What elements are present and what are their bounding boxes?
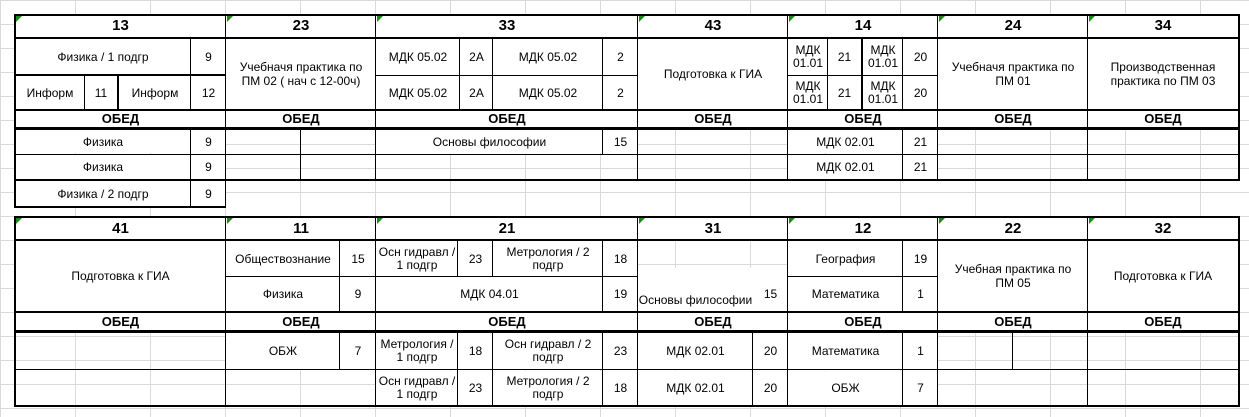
lesson-cell[interactable]: Физика / 2 подгр xyxy=(15,181,191,206)
lesson-cell[interactable]: Подготовка к ГИА xyxy=(1088,241,1238,311)
group-header[interactable]: 11 xyxy=(226,218,376,239)
group-header[interactable]: 41 xyxy=(15,218,226,239)
room-cell[interactable]: 18 xyxy=(603,371,638,405)
lunch-cell[interactable]: ОБЕД xyxy=(1088,110,1238,127)
lesson-cell[interactable]: Физика xyxy=(15,155,191,179)
room-cell[interactable]: 15 xyxy=(340,241,376,276)
room-cell[interactable]: 23 xyxy=(458,371,493,405)
room-cell[interactable]: 18 xyxy=(458,333,493,369)
room-cell[interactable]: 15 xyxy=(603,130,638,153)
group-header[interactable]: 31 xyxy=(638,218,788,239)
room-cell[interactable]: 9 xyxy=(340,277,376,311)
group-header[interactable]: 14 xyxy=(788,15,938,37)
lesson-cell[interactable]: МДК 02.01 xyxy=(788,155,903,179)
lesson-cell[interactable]: Физика xyxy=(226,277,340,311)
room-cell[interactable]: 21 xyxy=(828,76,861,109)
practice-cell[interactable]: Учебначя практика по ПМ 01 xyxy=(938,39,1088,109)
room-cell[interactable]: 1 xyxy=(903,333,938,369)
room-cell[interactable]: 2 xyxy=(603,39,638,75)
room-cell[interactable]: 2А xyxy=(460,39,493,75)
group-header[interactable]: 32 xyxy=(1088,218,1238,239)
room-cell[interactable]: 21 xyxy=(903,155,938,179)
lunch-cell[interactable]: ОБЕД xyxy=(15,110,226,127)
lesson-cell[interactable]: Основы философии xyxy=(638,268,753,311)
lesson-cell[interactable]: МДК 01.01 xyxy=(788,39,828,75)
lesson-cell[interactable]: Метрология / 2 подгр xyxy=(493,371,603,405)
group-header[interactable]: 33 xyxy=(376,15,638,37)
group-header[interactable]: 24 xyxy=(938,15,1088,37)
lesson-cell[interactable]: МДК 05.02 xyxy=(493,76,603,109)
lesson-cell[interactable]: МДК 05.02 xyxy=(376,76,460,109)
lesson-cell[interactable]: МДК 01.01 xyxy=(788,76,828,109)
practice-cell[interactable]: Производственная практика по ПМ 03 xyxy=(1088,39,1238,109)
lunch-cell[interactable]: ОБЕД xyxy=(938,313,1088,330)
lesson-cell[interactable]: Математика xyxy=(788,333,903,369)
room-cell[interactable]: 19 xyxy=(603,277,638,311)
group-header[interactable]: 21 xyxy=(376,218,638,239)
room-cell[interactable]: 19 xyxy=(903,241,938,276)
room-cell[interactable]: 2 xyxy=(603,76,638,109)
lesson-cell[interactable]: География xyxy=(788,241,903,276)
lunch-cell[interactable]: ОБЕД xyxy=(638,110,788,127)
lesson-cell[interactable]: Осн гидравл / 1 подгр xyxy=(376,241,458,276)
room-cell[interactable]: 20 xyxy=(903,76,938,109)
lesson-cell[interactable]: Информ xyxy=(15,76,85,109)
room-cell[interactable]: 7 xyxy=(340,333,376,369)
room-cell[interactable]: 9 xyxy=(191,181,226,206)
room-cell[interactable]: 9 xyxy=(191,130,226,153)
lesson-cell[interactable]: Математика xyxy=(788,277,903,311)
room-cell[interactable]: 20 xyxy=(753,371,788,405)
lunch-cell[interactable]: ОБЕД xyxy=(638,313,788,330)
room-cell[interactable]: 9 xyxy=(191,155,226,179)
room-cell[interactable]: 23 xyxy=(458,241,493,276)
room-cell[interactable]: 12 xyxy=(191,76,226,109)
lesson-cell[interactable]: Физика / 1 подгр xyxy=(15,39,191,74)
lesson-cell[interactable]: ОБЖ xyxy=(226,333,340,369)
lesson-cell[interactable]: МДК 01.01 xyxy=(863,39,903,75)
lunch-cell[interactable]: ОБЕД xyxy=(226,313,376,330)
room-cell[interactable]: 20 xyxy=(903,39,938,75)
lunch-cell[interactable]: ОБЕД xyxy=(788,110,938,127)
lesson-cell[interactable]: МДК 02.01 xyxy=(638,371,753,405)
room-cell[interactable]: 23 xyxy=(603,333,638,369)
lunch-cell[interactable]: ОБЕД xyxy=(226,110,376,127)
group-header[interactable]: 13 xyxy=(15,15,226,37)
lunch-cell[interactable]: ОБЕД xyxy=(376,313,638,330)
lunch-cell[interactable]: ОБЕД xyxy=(938,110,1088,127)
lesson-cell[interactable]: МДК 01.01 xyxy=(863,76,903,109)
practice-cell[interactable]: Учебная практика по ПМ 05 xyxy=(938,241,1088,311)
group-header[interactable]: 34 xyxy=(1088,15,1238,37)
room-cell[interactable]: 21 xyxy=(828,39,861,75)
lesson-cell[interactable]: Осн гидравл / 2 подгр xyxy=(493,333,603,369)
room-cell[interactable]: 9 xyxy=(191,39,226,74)
lesson-cell[interactable]: Подготовка к ГИА xyxy=(638,39,788,109)
room-cell[interactable]: 20 xyxy=(753,333,788,369)
lunch-cell[interactable]: ОБЕД xyxy=(376,110,638,127)
group-header[interactable]: 22 xyxy=(938,218,1088,239)
lesson-cell[interactable]: Основы философии xyxy=(376,130,603,153)
group-header[interactable]: 43 xyxy=(638,15,788,37)
room-cell[interactable]: 15 xyxy=(753,277,788,311)
lesson-cell[interactable]: Метрология / 1 подгр xyxy=(376,333,458,369)
lesson-cell[interactable]: Обществознание xyxy=(226,241,340,276)
group-header[interactable]: 12 xyxy=(788,218,938,239)
lesson-cell[interactable]: МДК 04.01 xyxy=(376,277,603,311)
lesson-cell[interactable]: Информ xyxy=(119,76,191,109)
room-cell[interactable]: 2А xyxy=(460,76,493,109)
lunch-cell[interactable]: ОБЕД xyxy=(788,313,938,330)
lunch-cell[interactable]: ОБЕД xyxy=(1088,313,1238,330)
room-cell[interactable]: 7 xyxy=(903,371,938,405)
lesson-cell[interactable]: Физика xyxy=(15,130,191,153)
room-cell[interactable]: 18 xyxy=(603,241,638,276)
lesson-cell[interactable]: Метрология / 2 подгр xyxy=(493,241,603,276)
practice-cell[interactable]: Учебначя практика по ПМ 02 ( нач с 12-00ч) xyxy=(226,39,376,109)
lesson-cell[interactable]: Подготовка к ГИА xyxy=(15,241,226,311)
group-header[interactable]: 23 xyxy=(226,15,376,37)
room-cell[interactable]: 11 xyxy=(85,76,117,109)
lesson-cell[interactable]: МДК 05.02 xyxy=(493,39,603,75)
lesson-cell[interactable]: МДК 02.01 xyxy=(788,130,903,153)
lesson-cell[interactable]: МДК 05.02 xyxy=(376,39,460,75)
room-cell[interactable]: 1 xyxy=(903,277,938,311)
lesson-cell[interactable]: Осн гидравл / 1 подгр xyxy=(376,371,458,405)
lesson-cell[interactable]: МДК 02.01 xyxy=(638,333,753,369)
lunch-cell[interactable]: ОБЕД xyxy=(15,313,226,330)
room-cell[interactable]: 21 xyxy=(903,130,938,153)
lesson-cell[interactable]: ОБЖ xyxy=(788,371,903,405)
